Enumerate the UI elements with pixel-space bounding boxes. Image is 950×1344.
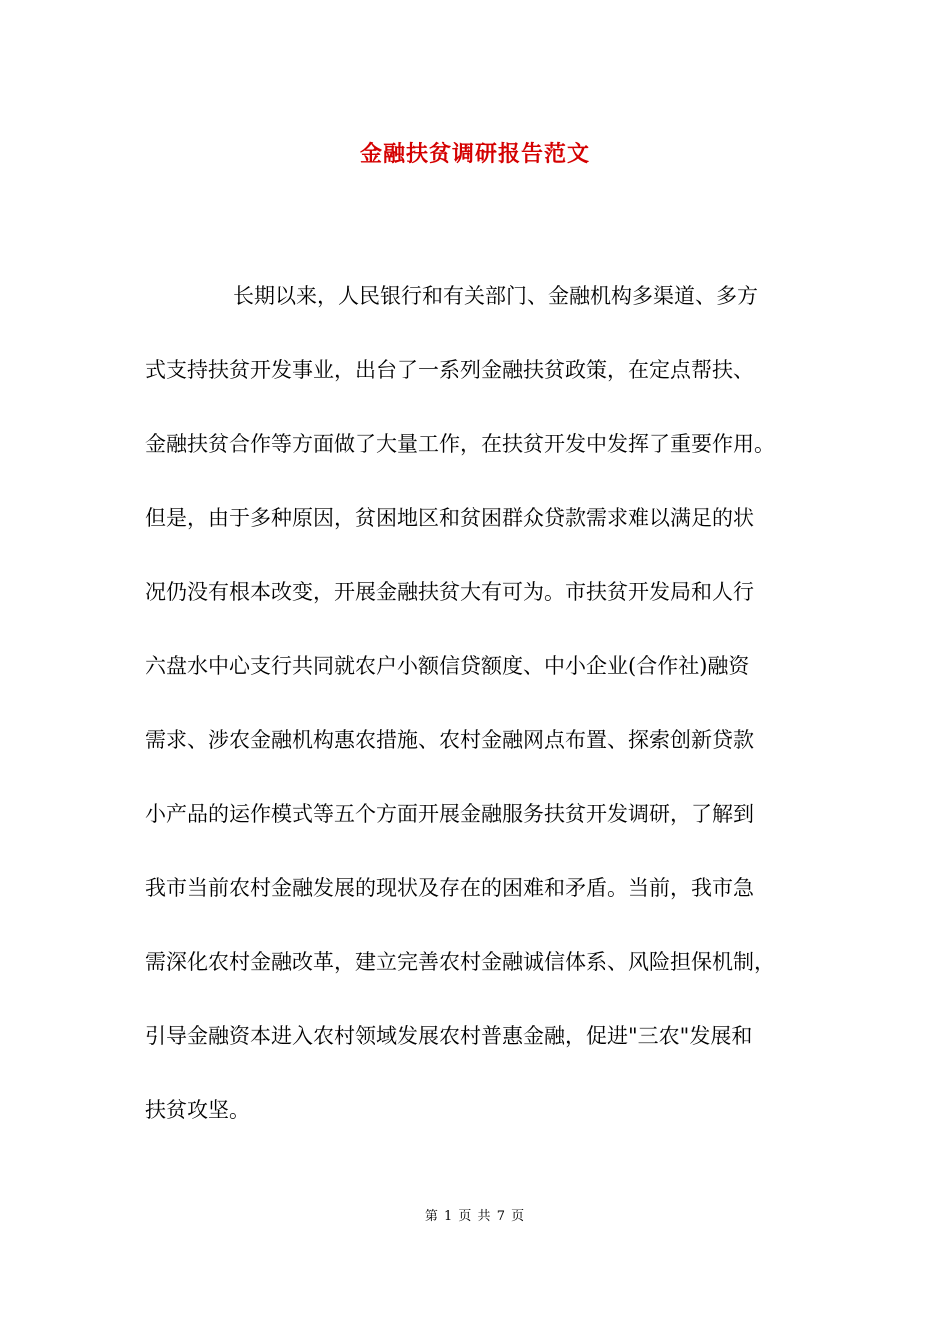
paragraph-line: 我市当前农村金融发展的现状及存在的困难和矛盾。当前，我市急 — [145, 876, 754, 900]
paragraph-line: 扶贫攻坚。 — [145, 1098, 250, 1122]
paragraph-line: 金融扶贫合作等方面做了大量工作，在扶贫开发中发挥了重要作用。 — [145, 432, 775, 456]
paragraph-line: 长期以来，人民银行和有关部门、金融机构多渠道、多方 — [233, 284, 758, 308]
paragraph-line: 式支持扶贫开发事业，出台了一系列金融扶贫政策，在定点帮扶、 — [145, 358, 754, 382]
paragraph-line: 需深化农村金融改革，建立完善农村金融诚信体系、风险担保机制， — [145, 950, 775, 974]
paragraph-line: 况仍没有根本改变，开展金融扶贫大有可为。市扶贫开发局和人行 — [145, 580, 754, 604]
paragraph-line: 引导金融资本进入农村领域发展农村普惠金融，促进"三农"发展和 — [145, 1024, 753, 1048]
paragraph-line: 但是，由于多种原因，贫困地区和贫困群众贷款需求难以满足的状 — [145, 506, 754, 530]
document-title: 金融扶贫调研报告范文 — [359, 141, 590, 167]
paragraph-line: 需求、涉农金融机构惠农措施、农村金融网点布置、探索创新贷款 — [145, 728, 754, 752]
page-number: 第 1 页 共 7 页 — [424, 1209, 526, 1224]
document-body — [145, 276, 815, 1164]
paragraph-line: 小产品的运作模式等五个方面开展金融服务扶贫开发调研，了解到 — [145, 802, 754, 826]
paragraph-line: 六盘水中心支行共同就农户小额信贷额度、中小企业(合作社)融资 — [145, 654, 750, 678]
